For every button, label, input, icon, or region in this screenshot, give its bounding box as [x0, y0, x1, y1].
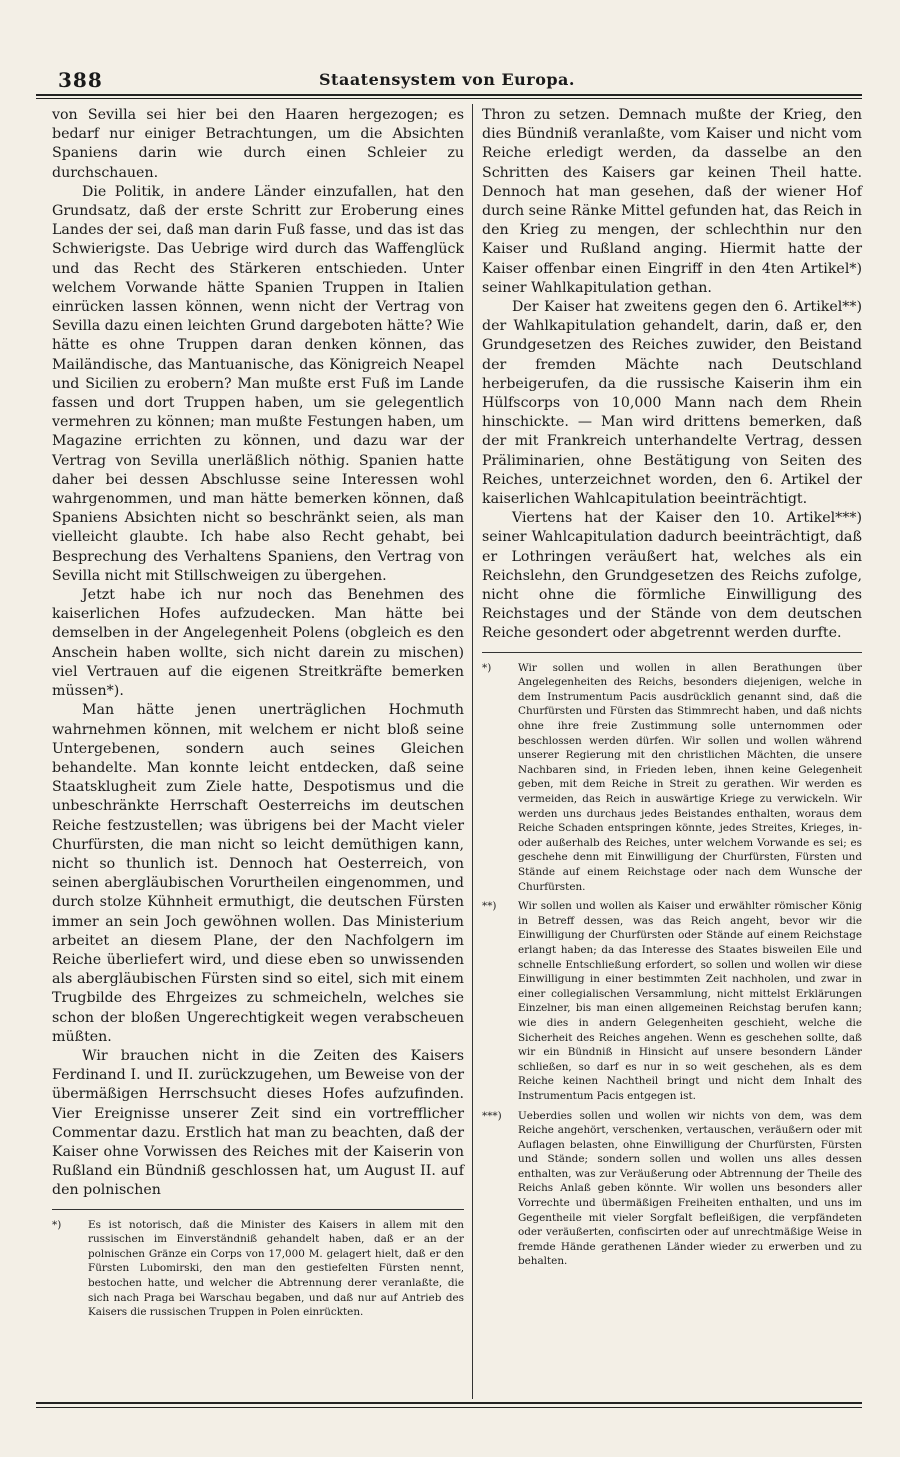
- footnote-text: Es ist notorisch, daß die Minister des Kaisers in allem mit den russischen im Einverständniß gehandelt haben, daß er an der polnischen Gränze ein Corps von 17,000 M. gelagert hielt, daß er den Fürsten Lubomirski, den man den gestiefelten Fürsten nennt, bestochen hatte, und welcher die Abtrennung derer veranlaßte, die sich nach Praga bei Warschau begaben, und daß nur auf Antrieb des Kaisers die russischen Truppen in Polen einrückten.: [88, 1218, 464, 1319]
- footnote-mark: *): [52, 1218, 62, 1231]
- footnote-mark: **): [482, 900, 497, 913]
- page-header: [32, 62, 862, 96]
- right-column: [482, 106, 862, 1274]
- footnote: [482, 899, 862, 1103]
- footnote-text: Ueberdies sollen und wollen wir nichts von dem, was dem Reiche angehört, verschenken, vertauschen, veräußern oder mit Auflagen belasten, ohne Einwilligung der Churfürsten, Fürsten und Stände; sondern sollen und wollen uns alles dessen enthalten, was zur Veräußerung oder Abtrennung der Theile des Reichs Anlaß geben könnte. Wir wollen uns besonders aller Vorrechte und übermäßigen Freiheiten enthalten, und uns im Gegentheile mit vieler Sorgfalt befleißigen, die verpfändeten oder veräußerten, confiscirten oder auf unrechtmäßige Weise in fremde Hände gerathenen Länder wieder zu erwerben und zu behalten.: [518, 1109, 862, 1268]
- footnote-text: Wir sollen und wollen in allen Berathungen über Angelegenheiten des Reichs, besonders diejenigen, welche in dem Instrumentum Pacis ausdrücklich genannt sind, daß die Churfürsten und Fürsten das Stimmrecht haben, und daß nichts ohne ihre freie Zustimmung solle unternommen oder beschlossen werden dürfen. Wir sollen und wollen während unserer Regierung mit den christlichen Mächten, die unsere Nachbaren sind, in Frieden leben, ihnen keine Gelegenheit geben, mit dem Reiche in Streit zu gerathen. Wir werden es vermeiden, das Reich in auswärtige Kriege zu verwickeln. Wir werden uns durchaus jedes Beistandes enthalten, woraus dem Reiche Schaden entspringen könnte, jedes Streites, Krieges, in- oder außerhalb des Reiches, unter welchem Vorwande es sei; es geschehe denn mit Einwilligung der Churfürsten, Fürsten und Stände auf einem Reichstage oder nach dem Wunsche der Churfürsten.: [518, 661, 862, 893]
- body-paragraph: Die Politik, in andere Länder einzufallen, hat den Grundsatz, daß der erste Schritt zur Eroberung eines Landes der sei, daß man darin Fuß fasse, und das ist das Schwierigste. Das Uebrige wird durch das Waffenglück und das Recht des Stärkeren entschieden. Unter welchem Vorwande hätte Spanien Truppen in Italien einrücken lassen können, wenn nicht der Vertrag von Sevilla dazu einen leichten Grund dargeboten hätte? Wie hätte es ohne Truppen daran denken können, das Mailändische, das Mantuanische, das Königreich Neapel und Sicilien zu erobern? Man mußte erst Fuß im Lande fassen und dort Truppen haben, um sie gelegentlich vermehren zu können; man mußte Festungen haben, um Magazine errichten zu können, und dazu war der Vertrag von Sevilla unerläßlich nöthig. Spanien hatte daher bei dessen Abschlusse seine Interessen wohl wahrgenommen, und man hätte bemerken können, daß Spaniens Absichten nicht so beschränkt seien, als man vielleicht glaubte. Ich habe also Recht gehabt, bei Besprechung des Verhaltens Spaniens, den Vertrag von Sevilla nicht mit Stillschweigen zu übergehen.: [52, 183, 464, 584]
- footnote-separator: [482, 652, 862, 653]
- body-paragraph: Jetzt habe ich nur noch das Benehmen des kaiserlichen Hofes aufzudecken. Man hätte bei demselben in der Angelegenheit Polens (obgleich es den Anschein haben wollte, sich nicht darein zu mischen) viel Vertrauen auf die eigenen Streitkräfte bemerken müssen*).: [52, 587, 464, 700]
- body-paragraph: Wir brauchen nicht in die Zeiten des Kaisers Ferdinand I. und II. zurückzugehen, um Beweise von der übermäßigen Herrschsucht dieses Hofes aufzufinden. Vier Ereignisse unserer Zeit sind ein vortrefflicher Commentar dazu. Erstlich hat man zu beachten, daß der Kaiser ohne Vorwissen des Reiches mit der Kaiserin von Rußland ein Bündniß geschlossen hat, um August II. auf den polnischen: [52, 1047, 464, 1199]
- book-page: [22, 52, 872, 1422]
- footnote-mark: ***): [482, 1109, 502, 1122]
- body-paragraph: von Sevilla sei hier bei den Haaren hergezogen; es bedarf nur einiger Betrachtungen, um die Absichten Spaniens darin wie durch einen Schleier zu durchschauen.: [52, 107, 464, 181]
- footnote-text: Wir sollen und wollen als Kaiser und erwählter römischer König in Betreff dessen, was das Reich angeht, bevor wir die Einwilligung der Churfürsten oder Stände auf einem Reichstage erlangt haben; da das Interesse des Staates bisweilen Eile und schnelle Entschließung erfordert, so sollen und wollen wir diese Einwilligung in einer bestimmten Zeit nachholen, und zwar in einer collegialischen Versammlung, nicht mittelst Erklärungen Einzelner, bis man einen allgemeinen Reichstag berufen kann; wie dies in andern Gelegenheiten geschieht, welche die Sicherheit des Reiches angehen. Wenn es geschehen sollte, daß wir ein Bündniß in Hinsicht auf unsere besondern Länder schließen, so darf es nur in so weit geschehen, als es dem Reiche keinen Nachtheil bringt und nicht dem Inhalt des Instrumentum Pacis entgegen ist.: [518, 900, 862, 1102]
- page-number: 388: [58, 68, 103, 92]
- footnote-separator: [52, 1209, 464, 1210]
- footnote: [52, 1218, 464, 1320]
- body-paragraph: Man hätte jenen unerträglichen Hochmuth wahrnehmen können, mit welchem er nicht bloß seine Untergebenen, sondern auch seines Gleichen behandelte. Man konnte leicht entdecken, daß seine Staatsklugheit zum Ziele hatte, Despotismus und die unbeschränkte Herrschaft Oesterreichs im deutschen Reiche festzustellen; was übrigens bei der Macht vieler Churfürsten, die man nicht so leicht demüthigen kann, nicht so thunlich ist. Dennoch hat Oesterreich, von seinen abergläubischen Vorurtheilen eingenommen, und durch stolze Kühnheit ermuthigt, die deutschen Fürsten immer an sein Joch gewöhnen wollen. Das Ministerium arbeitet an diesem Plane, der den Nachfolgern im Reiche überliefert wird, und diese eben so unwissenden als abergläubischen Fürsten sind so eitel, sich mit einem Trugbilde des Ehrgeizes zu schmeicheln, welches sie schon der bloßen Ungerechtigkeit wegen verabscheuen müßten.: [52, 702, 464, 1045]
- header-rule-thick: [36, 94, 862, 96]
- footnote: [482, 661, 862, 895]
- header-rule-thin: [36, 98, 862, 99]
- left-column: [52, 106, 464, 1325]
- body-paragraph: Der Kaiser hat zweitens gegen den 6. Artikel**) der Wahlkapitulation gehandelt, darin, daß er, den Grundgesetzen des Reiches zuwider, den Beistand der fremden Mächte nach Deutschland herbeigerufen, da die russische Kaiserin ihm ein Hülfscorps von 10,000 Mann nach dem Rhein hinschickte. — Man wird drittens bemerken, daß der mit Frankreich unterhandelte Vertrag, dessen Präliminarien, ohne Bestätigung von Seiten des Reiches, unterzeichnet worden, den 6. Artikel der kaiserlichen Wahlcapitulation beeinträchtigt.: [482, 299, 862, 508]
- body-paragraph: Thron zu setzen. Demnach mußte der Krieg, den dies Bündniß veranlaßte, vom Kaiser und nicht vom Reiche erledigt werden, da dasselbe an den Schritten des Kaisers gar keinen Theil hatte. Dennoch hat man gesehen, daß der wiener Hof durch seine Ränke Mittel gefunden hat, das Reich in den Krieg zu mengen, der schlechthin nur den Kaiser und Rußland anging. Hiermit hatte der Kaiser offenbar einen Eingriff in den 4ten Artikel*) seiner Wahlkapitulation gethan.: [482, 107, 862, 296]
- footnote: [482, 1109, 862, 1270]
- column-divider: [472, 104, 473, 1399]
- running-head: Staatensystem von Europa.: [319, 70, 575, 89]
- footer-rule-thick: [36, 1402, 862, 1404]
- footer-rule-thin: [36, 1407, 862, 1408]
- body-paragraph: Viertens hat der Kaiser den 10. Artikel***) seiner Wahlcapitulation dadurch beeinträchtigt, daß er Lothringen veräußert hat, welches als ein Reichslehn, den Grundgesetzen des Reichs zufolge, nicht ohne die förmliche Einwilligung des Reichstages und der Stände von dem deutschen Reiche gesondert oder abgetrennt werden durfte.: [482, 510, 862, 642]
- footnote-mark: *): [482, 661, 492, 674]
